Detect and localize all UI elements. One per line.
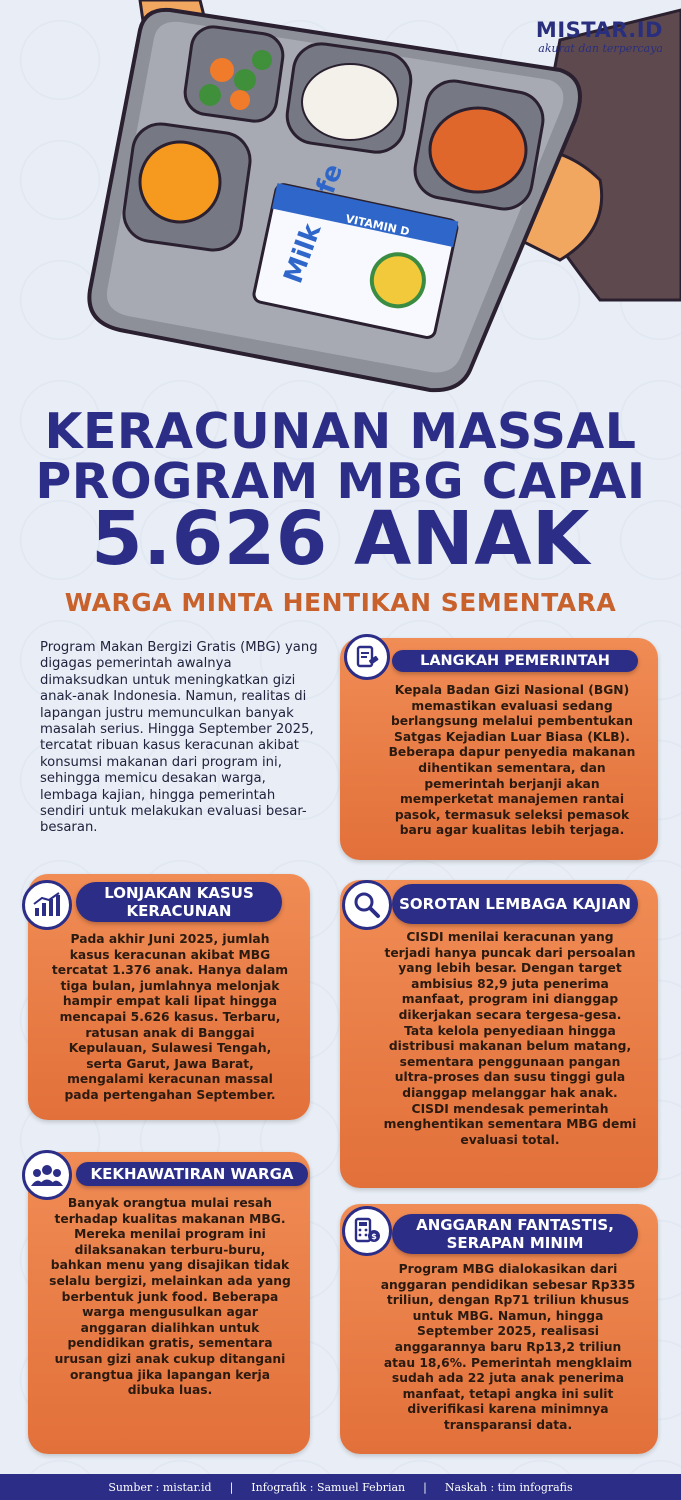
budget-calculator-icon (342, 1206, 392, 1256)
logo-tagline: akurat dan terpercaya (538, 42, 663, 55)
footer-naskah: Naskah : tim infografis (444, 1480, 573, 1494)
card-kekhawatiran-title: KEKHAWATIRAN WARGA (76, 1162, 308, 1186)
footer-sumber: Sumber : mistar.id (108, 1480, 212, 1494)
brand-logo (536, 18, 663, 55)
gavel-document-icon (344, 634, 390, 680)
footer-bar (0, 1474, 681, 1500)
bar-chart-icon (22, 880, 72, 930)
card-kekhawatiran-text: Banyak orangtua mulai resah terhadap kualitas makanan MBG. Mereka menilai program ini dilaksanakan terburu-buru, bahkan menu yang disajikan tidak selalu bergizi, melainkan ada yang berbentuk junk food. Beberapa warga mengusulkan agar anggaran dialihkan untuk pendidikan gratis, sementara urusan gizi anak cukup ditangani orangtua jika lapangan kerja dibuka luas. (49, 1196, 291, 1398)
milk-carton-brand: Milk Life (278, 160, 350, 288)
card-sorotan-title: SOROTAN LEMBAGA KAJIAN (392, 884, 638, 924)
headline-subtitle: WARGA MINTA HENTIKAN SEMENTARA (64, 588, 617, 617)
logo-name: MISTAR.ID (535, 18, 663, 42)
card-lonjakan-title: LONJAKAN KASUS KERACUNAN (76, 882, 282, 922)
footer-separator-2: | (423, 1480, 427, 1494)
card-lonjakan-text: Pada akhir Juni 2025, jumlah kasus keracunan akibat MBG tercatat 1.376 anak. Hanya dalam tiga bulan, jumlahnya melonjak hampir empat kali lipat hingga mencapai 5.626 kasus. Terbaru, ratusan anak di Banggai Kepulauan, Sulawesi Tengah, serta Garut, Jawa Barat, mengalami keracunan massal pada pertengahan September. (51, 932, 289, 1102)
card-anggaran-text: Program MBG dialokasikan dari anggaran pendidikan sebesar Rp335 triliun, dengan Rp71 triliun khusus untuk MBG. Namun, hingga September 2025, realisasi anggarannya baru Rp13,2 triliun atau 18,6%. Pemerintah mengklaim sudah ada 22 juta anak penerima manfaat, tetapi angka ini sulit diverifikasi karena minimnya transparansi data. (380, 1262, 636, 1432)
card-langkah-title: LANGKAH PEMERINTAH (392, 650, 638, 672)
footer-infografik: Infografik : Samuel Febrian (251, 1480, 406, 1494)
headline-line-3: 5.626 ANAK (91, 496, 590, 582)
card-anggaran-title: ANGGARAN FANTASTIS, SERAPAN MINIM (392, 1214, 638, 1254)
footer-separator-1: | (229, 1480, 234, 1494)
svg-text:$: $ (371, 1232, 377, 1241)
milk-carton-label: VITAMIN D (344, 212, 411, 239)
intro-paragraph: Program Makan Bergizi Gratis (MBG) yang digagas pemerintah awalnya dimaksudkan untuk meningkatkan gizi anak-anak Indonesia. Namun, realitas di lapangan justru memunculkan banyak masalah serius. Hingga September 2025, tercatat ribuan kasus keracunan akibat konsumsi makanan dari program ini, sehingga memicu desakan warga, lembaga kajian, hingga pemerintah sendiri untuk melakukan evaluasi besar-besaran. (40, 640, 318, 836)
headline-line-1: KERACUNAN MASSAL (44, 403, 637, 460)
people-group-icon (22, 1150, 72, 1200)
headline-line-2: PROGRAM MBG CAPAI (35, 453, 646, 510)
card-sorotan-text: CISDI menilai keracunan yang terjadi hanya puncak dari persoalan yang lebih besar. Dengan target ambisius 82,9 juta penerima manfaat, program ini dianggap dikerjakan secara tergesa-gesa. Tata kelola penyediaan hingga distribusi makanan belum matang, sementara penggunaan pangan ultra-proses dan susu tinggi gula dianggap melanggar hak anak. CISDI mendesak pemerintah menghentikan sementara MBG demi evaluasi total. (383, 930, 637, 1147)
magnifier-icon (342, 880, 392, 930)
food-tray-illustration (0, 0, 681, 400)
card-langkah-text: Kepala Badan Gizi Nasional (BGN) memastikan evaluasi sedang berlangsung melalui pembentukan Satgas Kejadian Luar Biasa (KLB). Beberapa dapur penyedia makanan dihentikan sementara, dan pemerintah berjanji akan memperketat manajemen rantai pasok, termasuk seleksi pemasok baru agar kualitas lebih terjaga. (388, 683, 636, 838)
